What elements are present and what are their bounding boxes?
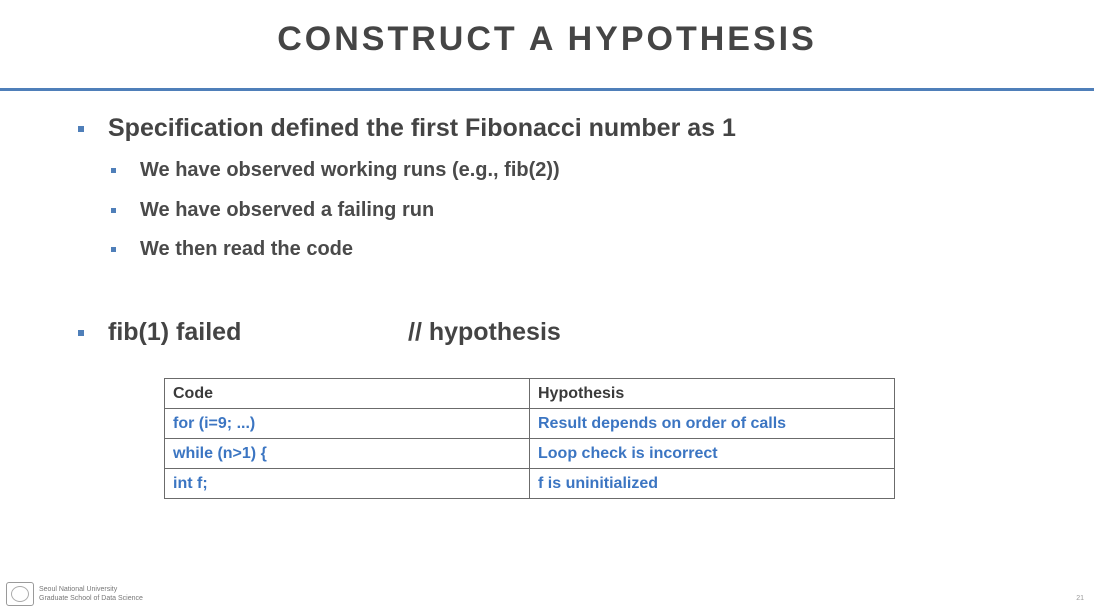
bullet-square-icon [111,208,116,213]
page-number: 21 [1076,595,1084,602]
university-name: Seoul National University [39,586,118,593]
table-cell-code: while (n>1) { [165,439,530,469]
table-row [165,439,895,469]
table-header-row [165,379,895,409]
bullet-square-icon [111,247,116,252]
sub-bullet-read-code [111,238,353,261]
school-name: Graduate School of Data Science [39,595,143,602]
bullet-fib-failed [78,318,241,347]
bullet-specification [78,114,736,143]
table-row [165,409,895,439]
hypothesis-table [164,378,895,499]
bullet-square-icon [78,330,84,336]
bullet-square-icon [111,168,116,173]
title-divider [0,88,1094,91]
university-seal-icon [6,582,34,606]
table-header-code: Code [165,379,530,409]
sub-bullet-failing-run [111,199,434,222]
table-cell-code: for (i=9; ...) [165,409,530,439]
bullet-text: fib(1) failed [108,318,242,346]
table-cell-hypothesis: f is uninitialized [530,469,895,499]
sub-bullet-text: We have observed a failing run [140,199,435,221]
university-logo [6,582,143,606]
bullet-text: Specification defined the first Fibonacci number as 1 [108,114,736,142]
university-names [39,585,143,603]
table-cell-hypothesis: Loop check is incorrect [530,439,895,469]
hypothesis-comment: // hypothesis [408,318,561,346]
table-header-hypothesis: Hypothesis [530,379,895,409]
table-row [165,469,895,499]
sub-bullet-text: We have observed working runs (e.g., fib(2)) [140,159,560,181]
bullet-square-icon [78,126,84,132]
slide-title: CONSTRUCT A HYPOTHESIS [277,20,817,58]
table-cell-hypothesis: Result depends on order of calls [530,409,895,439]
table-cell-code: int f; [165,469,530,499]
sub-bullet-text: We then read the code [140,238,354,260]
sub-bullet-working-runs [111,159,560,182]
